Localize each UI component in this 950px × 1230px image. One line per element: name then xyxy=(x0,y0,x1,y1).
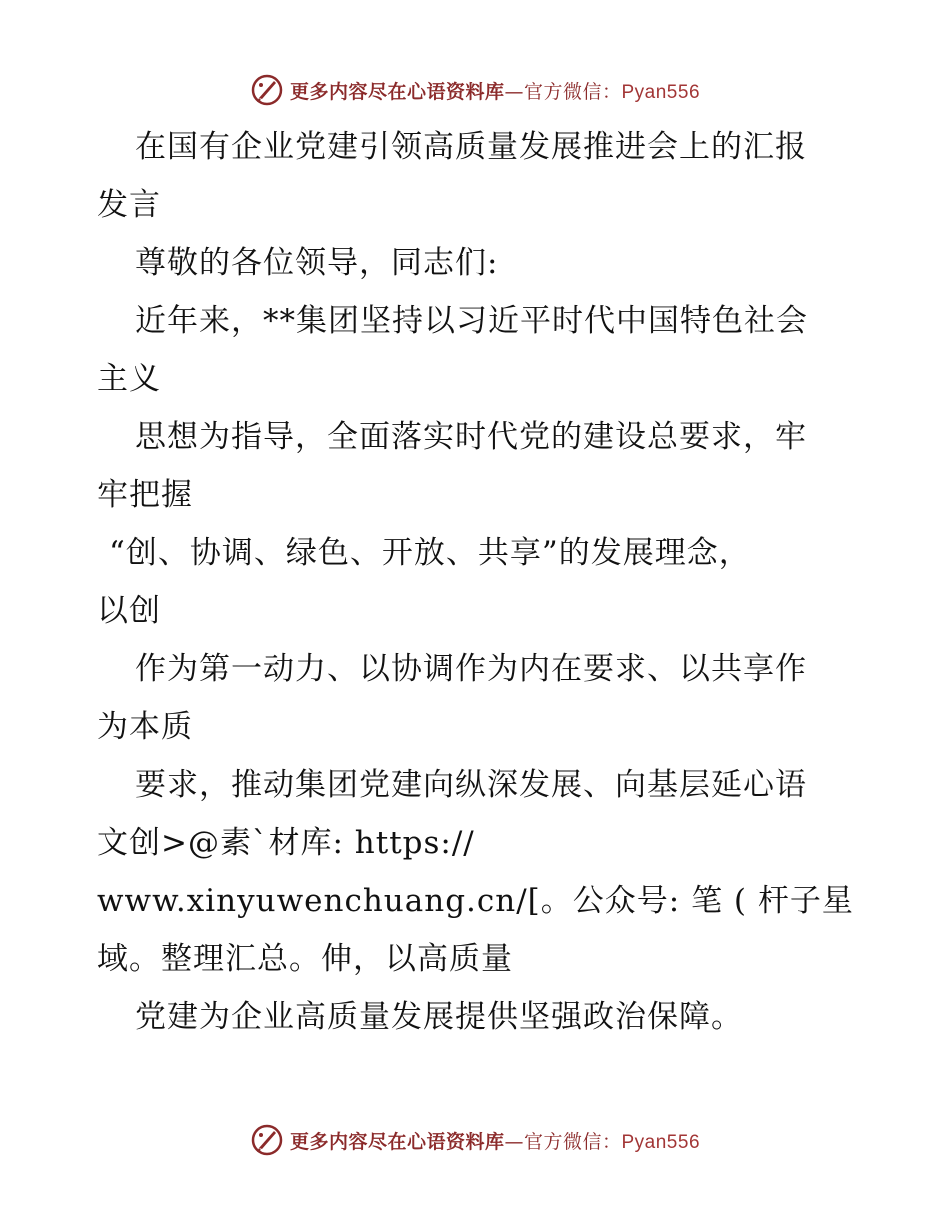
salutation-line: 尊敬的各位领导，同志们: xyxy=(135,245,499,281)
paragraph-line: “创、协调、绿色、开放、共享”的发展理念， xyxy=(109,535,751,571)
paragraph-line: 党建为企业高质量发展提供坚强政治保障。 xyxy=(135,999,743,1035)
paragraph-line: 域。整理汇总。伸，以高质量 xyxy=(97,941,513,977)
header-wechat-label: 官方微信： xyxy=(523,80,622,103)
footer-wechat-label: 官方微信： xyxy=(523,1130,622,1153)
paragraph-line: 牢把握 xyxy=(97,477,193,513)
paragraph-line: www.xinyuwenchuang.cn/[。公众号: 笔 ( 杆子星 xyxy=(97,883,854,919)
footer-separator: — xyxy=(504,1130,524,1153)
feather-pen-icon xyxy=(250,1123,284,1157)
header-banner xyxy=(0,70,950,110)
header-brand-text: 更多内容尽在心语资料库 xyxy=(289,80,505,103)
title-line-1: 在国有企业党建引领高质量发展推进会上的汇报 xyxy=(135,129,807,165)
paragraph-line: 思想为指导，全面落实时代党的建设总要求，牢 xyxy=(135,419,807,455)
footer-text xyxy=(290,1127,700,1154)
paragraph-line: 文创>@素`材库: https:// xyxy=(97,825,475,861)
footer-brand-text: 更多内容尽在心语资料库 xyxy=(289,1130,505,1153)
paragraph-line: 以创 xyxy=(97,593,161,629)
footer-wechat-id: Pyan556 xyxy=(621,1131,701,1153)
paragraph-line: 为本质 xyxy=(97,709,193,745)
header-wechat-id: Pyan556 xyxy=(621,81,701,103)
footer-banner xyxy=(0,1120,950,1160)
paragraph-line: 要求，推动集团党建向纵深发展、向基层延心语 xyxy=(135,767,807,803)
paragraph-line: 主义 xyxy=(97,361,161,397)
header-separator: — xyxy=(504,80,524,103)
document-body xyxy=(97,118,857,1046)
paragraph-line: 近年来，**集团坚持以习近平时代中国特色社会 xyxy=(135,303,808,339)
header-text xyxy=(290,77,700,104)
title-line-2: 发言 xyxy=(97,187,161,223)
feather-pen-icon xyxy=(250,73,284,107)
paragraph-line: 作为第一动力、以协调作为内在要求、以共享作 xyxy=(135,651,807,687)
